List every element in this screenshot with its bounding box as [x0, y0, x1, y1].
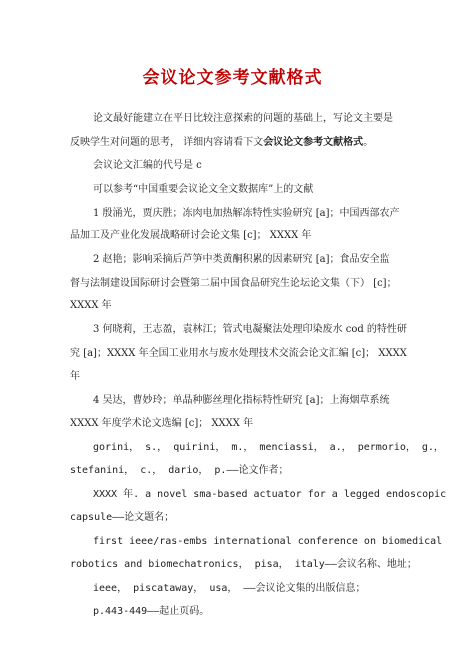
reference-entry: 年 — [70, 371, 80, 382]
reference-entry: XXXX 年 — [70, 300, 112, 311]
intro-line-2 — [70, 137, 373, 149]
english-line: XXXX 年. a novel sma-based actuator for a legged endoscopic — [93, 489, 447, 500]
reference-entry: XXXX 年度学术论文选编 [c]； XXXX 年 — [70, 418, 254, 429]
english-line: gorini， s.， quirini， m.， menciassi， a.， permorio， g.， — [93, 442, 444, 453]
english-line: first ieee/ras-embs international conference on biomedical — [93, 536, 443, 547]
reference-entry: 督与法制建设国际研讨会暨第二届中国食品研究生论坛论文集（下） [c]； — [70, 278, 397, 289]
english-line: ieee， piscataway， usa， ——会议论文集的出版信息； — [93, 583, 366, 594]
english-line: capsule——论文题名； — [70, 512, 175, 523]
intro-line-1: 论文最好能建立在平日比较注意探索的问题的基础上，写论文主要是 — [93, 113, 393, 124]
reference-entry: 1 殷涌光，贾庆胜；冻肉电加热解冻特性实验研究 [a]；中国西部农产 — [93, 208, 400, 219]
reference-entry: 3 何晓莉，王志盈，袁林江；管式电凝聚法处理印染废水 cod 的特性研 — [93, 324, 407, 335]
page-title: 会议论文参考文献格式 — [142, 68, 323, 88]
english-line: p.443-449——起止页码。 — [93, 606, 210, 617]
intro-text: 反映学生对问题的思考， 详细内容请看下文 — [70, 137, 264, 148]
intro-highlight: 会议论文参考文献格式 — [263, 137, 364, 148]
text-line: 可以参考“中国重要会议论文全文数据库”上的文献 — [93, 184, 314, 195]
reference-entry: 4 吴达，曹妙玲；单晶种膨丝理化指标特性研究 [a]；上海烟草系统 — [93, 395, 390, 406]
intro-end: 。 — [363, 137, 374, 148]
reference-entry: 究 [a]；XXXX 年全国工业用水与废水处理技术交流会论文汇编 [c]； XXXX — [70, 348, 407, 359]
english-line: stefanini， c.， dario， p.——论文作者； — [70, 465, 289, 476]
reference-entry: 品加工及产业化发展战略研讨会论文集 [c]； XXXX 年 — [70, 230, 312, 241]
text-line: 会议论文汇编的代号是 c — [93, 160, 202, 171]
reference-entry: 2 赵艳；影响采摘后芦笋中类黄酮积累的因素研究 [a]；食品安全监 — [93, 254, 390, 265]
english-line: robotics and biomechatronics， pisa， italy——会议名称、地址； — [70, 559, 417, 570]
